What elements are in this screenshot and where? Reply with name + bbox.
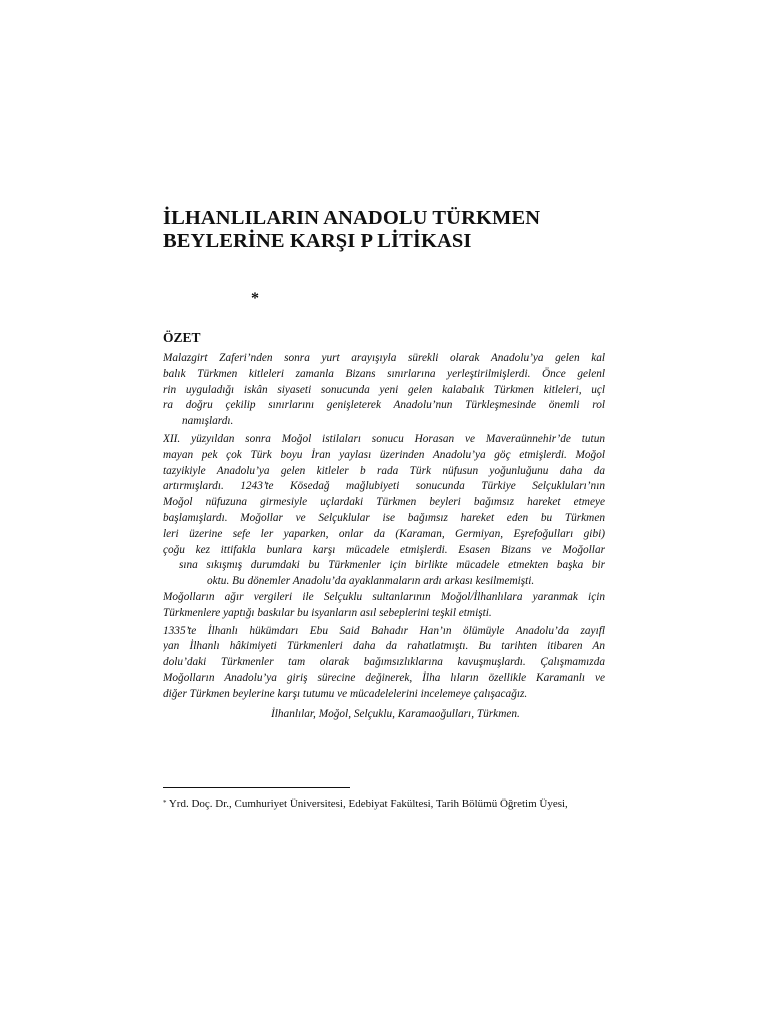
abstract-line: rin uyguladığı iskân siyaseti sonucunda yeni gelen kalabalık Türkmen kitleleri, uçl [163,383,605,396]
abstract-line: tazyikiyle Anadolu’ya gelen kitleler b rada Türk nüfusun yoğunluğunu daha da [163,464,605,477]
abstract-line: leri üzerine sefe ler yaparken, onlar da (Karaman, Germiyan, Eşrefoğulları gibi) [163,527,605,540]
title-line-1: İLHANLILARIN ANADOLU TÜRKMEN [163,207,541,229]
abstract-line: Moğolların Anadolu’ya giriş sürecine değinerek, İlha lıların özellikle Karamanlı ve [163,671,605,684]
article-title [163,207,623,253]
footnote-text: Yrd. Doç. Dr., Cumhuriyet Üniversitesi, Edebiyat Fakültesi, Tarih Bölümü Öğretim Üyesi, [166,798,568,810]
abstract-line: mayan pek çok Türk boyu İran yaylası üzerinden Anadolu’ya göç etmişlerdi. Moğol [163,448,605,461]
abstract-line: Moğol nüfuzuna girmesiyle uçlardaki Türkmen beyleri bağımsız hareket etmeye [163,496,605,509]
abstract-line: ra doğru çekilip sınırlarını genişleterek Anadolu’nun Türkleşmesinde önemli rol [163,399,605,412]
author-footnote-mark: * [251,290,259,307]
keywords-line: İlhanlılar, Moğol, Selçuklu, Karamaoğulları, Türkmen. [271,707,520,720]
footnote [163,797,608,811]
footnote-marker: * [163,799,167,807]
abstract-line: oktu. Bu dönemler Anadolu’da ayaklanmaların ardı arkası kesilmemişti. [207,575,535,588]
abstract-line: çoğu kez ittifakla bunlara karşı mücadele etmişlerdi. Esasen Bizans ve Moğollar [163,543,605,556]
footnote-divider [163,787,350,788]
abstract-line: namışlardı. [182,415,234,428]
abstract-line: yan İlhanlı hâkimiyeti Türkmenleri daha da rahatlatmıştı. Bu tarihten itibaren An [163,640,605,653]
abstract-line: diğer Türkmen beylerine karşı tutumu ve mücadelelerini incelemeye çalışacağız. [163,687,528,700]
abstract-line: Moğolların ağır vergileri ile Selçuklu sultanlarının Moğol/İlhanlılara yaranmak için [163,590,605,603]
abstract-line: Malazgirt Zaferi’nden sonra yurt arayışıyla sürekli olarak Anadolu’ya gelen kal [163,352,605,364]
abstract-line: 1335’te İlhanlı hükümdarı Ebu Said Bahadır Han’ın ölümüyle Anadolu’da zayıfl [163,624,605,637]
abstract-line: sına sıkışmış durumdaki bu Türkmenler için birlikte mücadele etmekten başka bir [179,559,605,572]
abstract-line: XII. yüzyıldan sonra Moğol istilaları sonucu Horasan ve Maveraünnehir’de tutun [163,432,605,445]
abstract-line: dolu’daki Türkmenler tam olarak bağımsızlıklarına kavuşmuşlardı. Çalışmamızda [163,656,605,669]
abstract-line: balık Türkmen kitleleri zamanla Bizans sınırlarına yerleştirilmişlerdi. Önce gelenl [163,367,605,380]
abstract-body [163,351,605,722]
abstract-line: artırmışlardı. 1243’te Kösedağ mağlubiyeti sonucunda Türkiye Selçukluları’nın [163,480,605,493]
abstract-line: Türkmenlere yaptığı baskılar bu isyanların asıl sebeplerini teşkil etmişti. [163,606,492,619]
abstract-heading: ÖZET [163,330,201,345]
abstract-line: başlamışlardı. Moğollar ve Selçuklular ise bağımsız hareket eden bu Türkmen [163,511,605,524]
title-line-2: BEYLERİNE KARŞI P LİTİKASI [163,230,472,252]
